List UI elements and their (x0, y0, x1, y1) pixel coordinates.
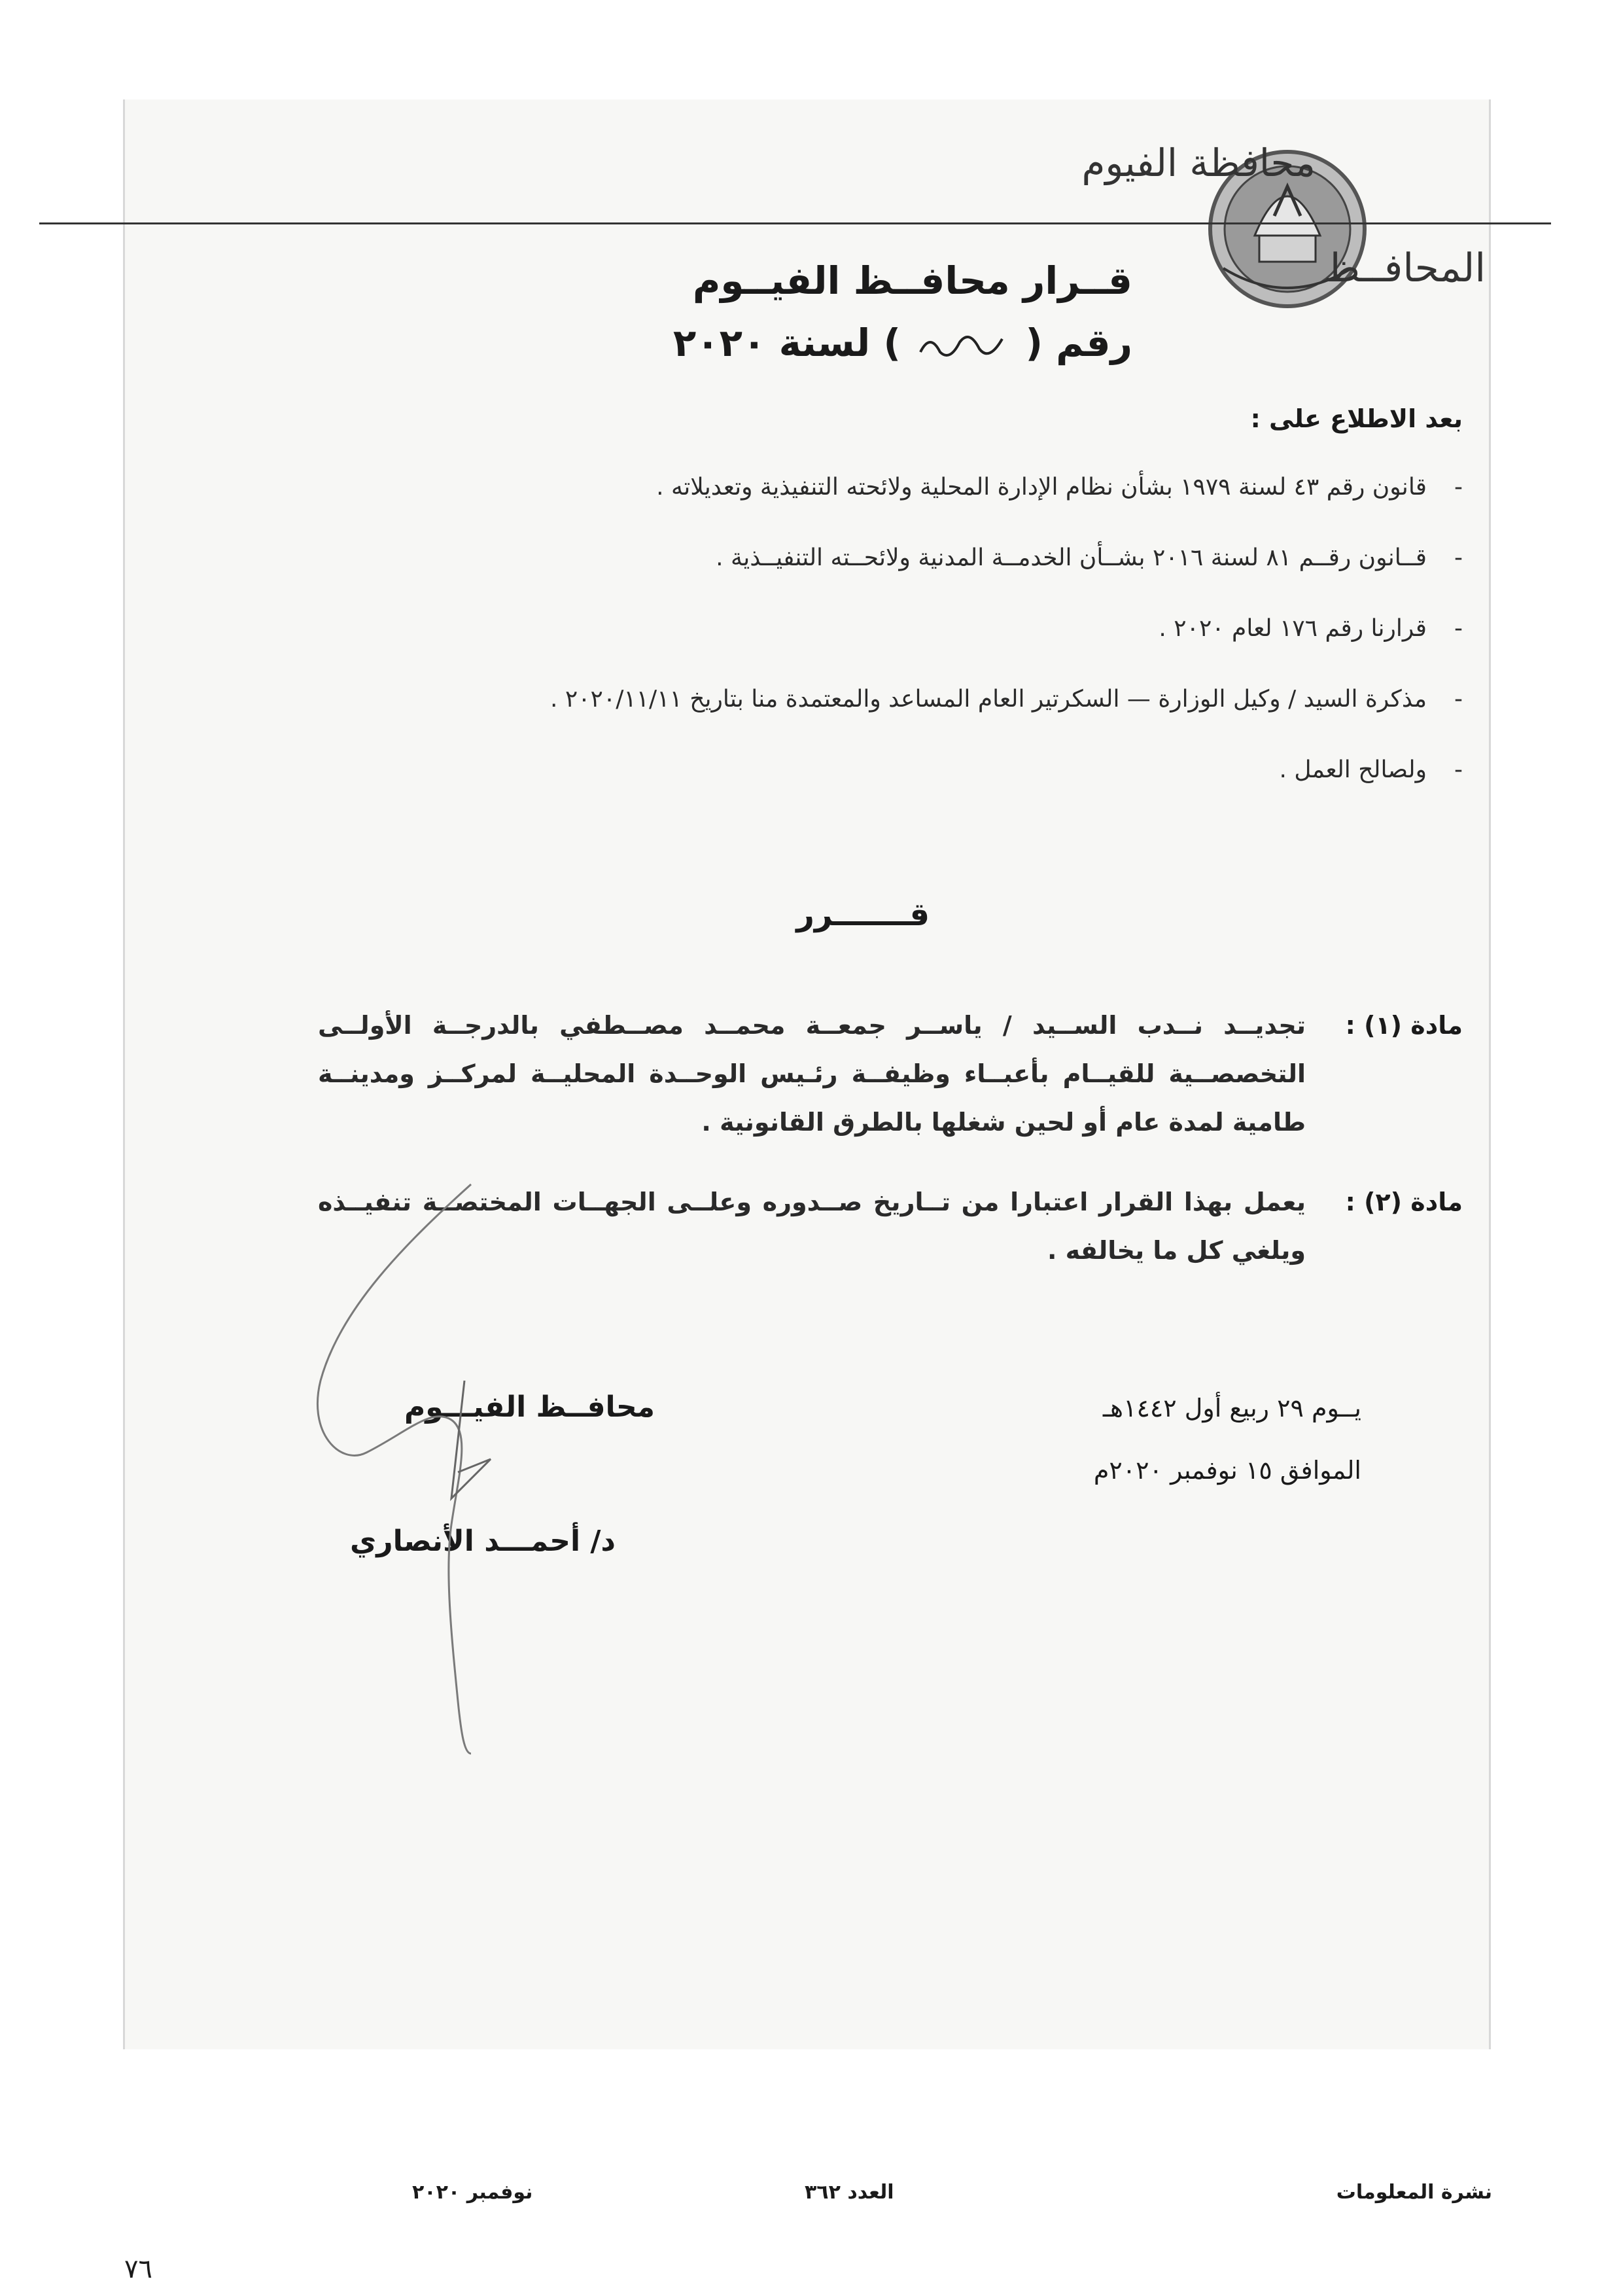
decree-number-suffix: ) لسنة ٢٠٢٠ (672, 321, 901, 365)
decree-number-prefix: رقم ( (1025, 321, 1132, 365)
signatory-title: محافــظ الفيـــوم (404, 1390, 655, 1424)
article-text: يعمل بهذا القرار اعتبارا من تــاريخ صــدوره وعلــى الجهــات المختصــة تنفيــذه ويلغي كل ما يخالفه . (318, 1188, 1306, 1265)
preamble: بعد الاطلاع على : (1250, 404, 1463, 433)
decision-heading: قـــــــرر (796, 896, 930, 933)
list-item: -قــانون رقــم ٨١ لسنة ٢٠١٦ بشــأن الخدمــة المدنية ولائحــته التنفيــذية . (716, 544, 1463, 571)
footer-month: نوفمبر ٢٠٢٠ (412, 2181, 533, 2204)
hijri-date: يــوم ٢٩ ربيع أول ١٤٤٢هـ (1102, 1394, 1361, 1422)
footer-publication: نشرة المعلومات (1336, 2181, 1492, 2204)
list-item: -ولصالح العمل . (1279, 756, 1463, 783)
list-item: -مذكرة السيد / وكيل الوزارة — السكرتير العام المساعد والمعتمدة منا بتاريخ ٢٠٢٠/١١/١١ . (550, 686, 1463, 713)
footer-issue: العدد ٣٦٢ (805, 2181, 894, 2204)
article-text: تجديــد نــدب الســيد / ياســر جمعــة محمــد مصــطفي بالدرجــة الأولــى التخصصــية للقيــام بأعبــاء وظيفــة رئـيس الوحــدة المحليــة لمركــز ومدينــة طامية لمدة عام أو لحين شغلها بالطرق القانونية . (318, 1011, 1306, 1137)
gregorian-date: الموافق ١٥ نوفمبر ٢٠٢٠م (1093, 1456, 1361, 1485)
article-label: مادة (٢) : (1345, 1188, 1463, 1216)
governorate-name: محافظة الفيوم (1081, 141, 1316, 185)
decree-title: قــرار محافــظ الفيــوم (692, 258, 1132, 303)
signatory-name: د/ أحمـــد الأنصاري (349, 1525, 616, 1558)
page-number: ٧٦ (124, 2254, 152, 2284)
governor-role: المحافــظ (1323, 245, 1486, 291)
list-item: -قانون رقم ٤٣ لسنة ١٩٧٩ بشأن نظام الإدارة المحلية ولائحته التنفيذية وتعديلاته . (656, 474, 1463, 501)
article-label: مادة (١) : (1345, 1011, 1463, 1040)
list-item: -قرارنا رقم ١٧٦ لعام ٢٠٢٠ . (1159, 615, 1463, 642)
